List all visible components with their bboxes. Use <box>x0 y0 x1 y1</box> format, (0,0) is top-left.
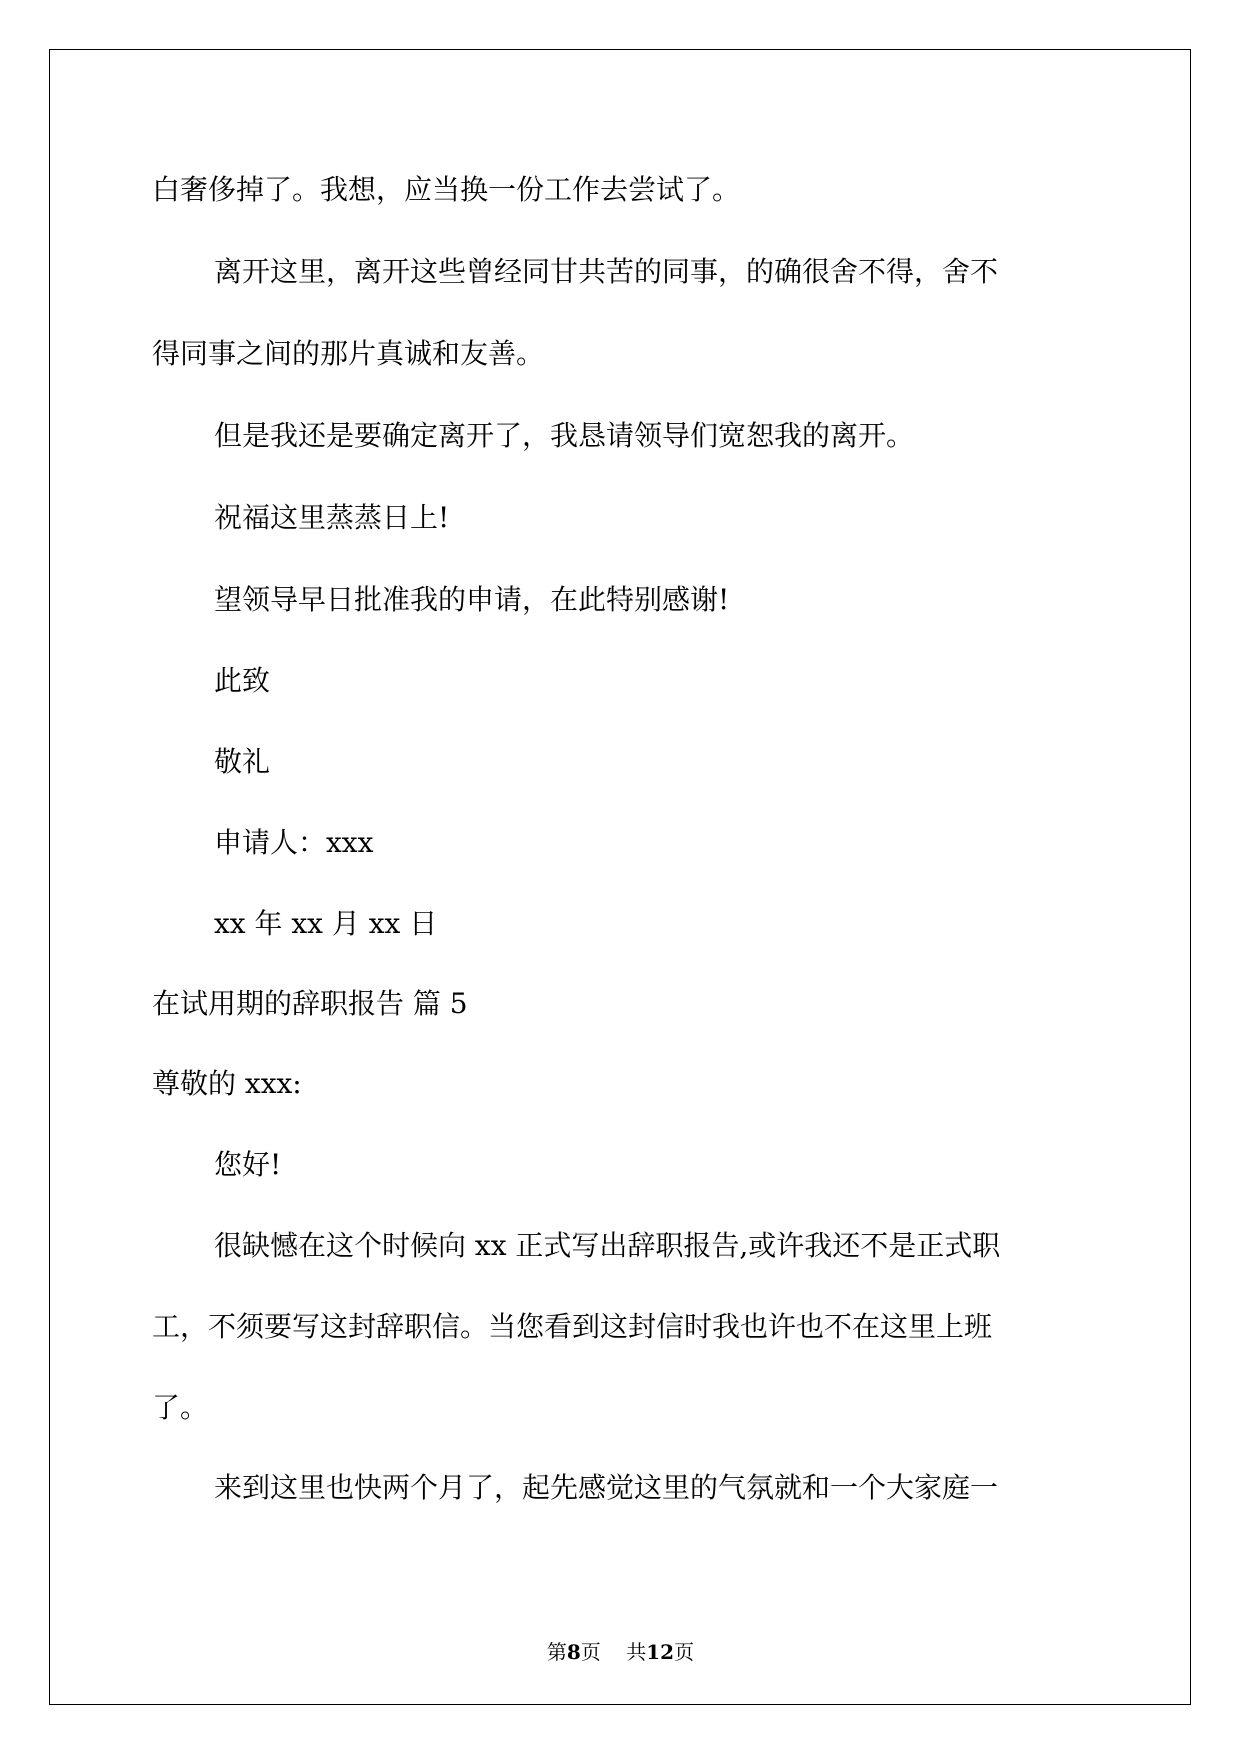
footer-page-number: 8 <box>566 1640 581 1664</box>
footer-prefix: 第 <box>546 1640 567 1664</box>
date-line: xx 年 xx 月 xx 日 <box>214 907 438 940</box>
text-line: 离开这里，离开这些曾经同甘共苦的同事，的确很舍不得，舍不 <box>214 255 999 288</box>
page-border <box>49 49 1191 1705</box>
text-line: 但是我还是要确定离开了，我恳请领导们宽恕我的离开。 <box>214 419 915 452</box>
text-line: 此致 <box>214 664 271 697</box>
footer-total-pages: 12 <box>646 1640 675 1664</box>
text-line: 很缺憾在这个时候向 xx 正式写出辞职报告,或许我还不是正式职 <box>214 1229 1001 1262</box>
section-heading: 在试用期的辞职报告 篇 5 <box>152 987 468 1020</box>
footer-page-suffix: 页 <box>580 1640 601 1664</box>
text-line: 白奢侈掉了。我想，应当换一份工作去尝试了。 <box>152 173 741 206</box>
text-line: 得同事之间的那片真诚和友善。 <box>152 337 545 370</box>
salutation: 尊敬的 xxx: <box>152 1067 302 1100</box>
greeting: 您好! <box>214 1148 282 1181</box>
signature-line: 申请人：xxx <box>214 826 374 859</box>
page-footer <box>0 1636 1241 1665</box>
text-line: 来到这里也快两个月了，起先感觉这里的气氛就和一个大家庭一 <box>214 1471 999 1504</box>
text-line: 望领导早日批准我的申请，在此特别感谢! <box>214 583 730 616</box>
footer-total-prefix: 共 <box>626 1640 647 1664</box>
footer-total-suffix: 页 <box>674 1640 695 1664</box>
text-line: 祝福这里蒸蒸日上! <box>214 501 450 534</box>
text-line: 敬礼 <box>214 745 271 778</box>
text-line: 工，不须要写这封辞职信。当您看到这封信时我也许也不在这里上班 <box>152 1310 993 1343</box>
text-line: 了。 <box>152 1391 209 1424</box>
